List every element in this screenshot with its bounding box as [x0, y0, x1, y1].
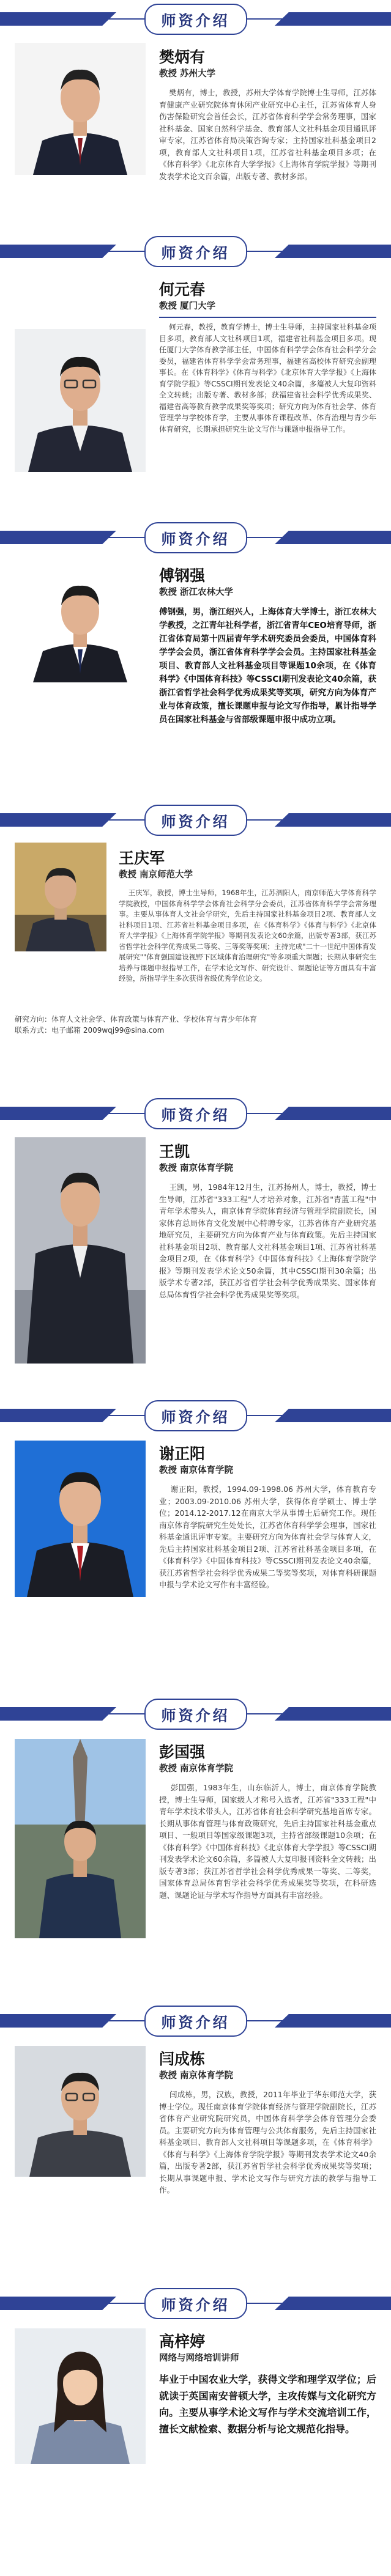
teacher-profile — [0, 1434, 391, 1695]
teacher-profile — [0, 2040, 391, 2284]
teacher-bio: 谢正阳，教授，1994.09-1998.06 苏州大学，体育教育专业；2003.09-2010.06 苏州大学，获得体育学硕士、博士学位；2014.12-2017.12在南京大学从事博士后研究工作。现任南京体育学院研究生处处长，江苏省体育科学学会理事，国家社科基金通讯评审专家。主要研究方向为体育社会学与体育人文，先后主持国家社科基金项目2项、江苏省社科基金项目多项，在《体育科学》《中国体育科技》等CSSCI期刊发表论文40余篇，获江苏省哲学社会科学优秀成果二等奖等奖项，对体育科研课题申报与学术论文写作有丰富经验。 — [159, 1485, 376, 1589]
teacher-header — [159, 1139, 376, 1178]
teacher-photo — [15, 1441, 146, 1597]
section-banner-title: 师资介绍 — [161, 243, 230, 262]
teacher-profile — [0, 270, 391, 519]
section-banner — [0, 2002, 391, 2040]
section-banner — [0, 1094, 391, 1132]
section-banner — [0, 0, 391, 38]
teacher-profile — [0, 556, 391, 801]
teacher-bio: 樊炳有，博士，教授，苏州大学体育学院博士生导师，江苏体育健康产业研究院体育休闲产业研究中心主任，江苏省体育人身伤害保险研究会首任会长，江苏省体育科学学会常务理事，国家社科基金、国家自然科学基金、教育部人文社科基金项目通讯评审专家，江苏省体育局决策咨询专家；主持国家社科基金项目2项，教育部人文社科项目1项，江苏省社科基金项目多项；在《体育科学》《北京体育大学学报》《上海体育学院学报》等期刊发表学术论文百余篇，出版专著、教材多部。 — [159, 88, 376, 181]
teacher-name: 高梓婷 — [159, 2333, 206, 2350]
teacher-header — [159, 563, 376, 602]
section-banner — [0, 801, 391, 839]
teacher-profile — [0, 1733, 391, 2002]
teacher-header — [159, 44, 376, 83]
teacher-bio: 王凯，男，1984年12月生，江苏扬州人，博士，教授，博士生导师，江苏省"333工程"人才培养对象，江苏省"青蓝工程"中青年学术带头人，南京体育学院体育经济与管理学院副院长，国家体育总局体育文化发展中心特聘专家，江苏省体育产业研究基地研究员，主要研究方向为体育产业与体育政策。先后主持国家社科基金项目2项、教育部人文社科基金项目1项、江苏省社科基金项目2项，在《体育科学》《中国体育科技》《上海体育学院学报》等期刊发表学术论文50余篇，其中CSSCI期刊30余篇；出版学术专著2部，获江苏省哲学社会科学优秀成果奖、国家体育总局体育哲学社会科学优秀成果奖等奖项。 — [159, 1183, 376, 1299]
teacher-title: 教授 南京体育学院 — [159, 1466, 234, 1475]
teacher-name: 王庆军 — [119, 849, 165, 867]
contact-line: 研究方向：体育人文社会学、体育政策与体育产业、学校体育与青少年体育 — [15, 1015, 258, 1024]
teacher-name: 闫成栋 — [159, 2050, 206, 2068]
teacher-title: 网络与网络培训讲师 — [159, 2353, 239, 2363]
teacher-photo — [15, 43, 146, 175]
teacher-name: 何元春 — [159, 281, 206, 298]
section-banner — [0, 232, 391, 270]
teacher-header — [159, 1441, 376, 1480]
section-banner — [0, 2284, 391, 2322]
contact-line: 联系方式：电子邮箱 2009wqj99@sina.com — [15, 1026, 165, 1035]
section-banner-title: 师资介绍 — [161, 1105, 230, 1124]
teacher-title: 教授 浙江农林大学 — [159, 588, 234, 597]
teacher-header — [159, 276, 376, 316]
teacher-profile — [0, 38, 391, 232]
teacher-name: 彭国强 — [159, 1743, 206, 1761]
section-banner-title: 师资介绍 — [161, 2295, 230, 2314]
section-banner — [0, 1695, 391, 1733]
teacher-header — [159, 2328, 376, 2367]
teacher-title: 教授 南京体育学院 — [159, 1764, 234, 1774]
teacher-profile — [0, 1132, 391, 1397]
teacher-name: 樊炳有 — [159, 48, 206, 66]
section-banner — [0, 1397, 391, 1434]
teacher-bio: 王庆军，教授，博士生导师，1968年生，江苏泗阳人，南京师范大学体育科学学院教授，中国体育科学学会体育社会科学分会委员，江苏省体育科学学会常务理事。主要从事体育人文社会学研究，先后主持国家社科基金项目2项、教育部人文社科项目1项、江苏省社科基金项目多项，在《体育科学》《体育与科学》《北京体育大学学报》《上海体育学院学报》等期刊发表论文60余篇，出版专著3部，获江苏省哲学社会科学优秀成果二等奖、三等奖等奖项；主持完成"二十一世纪中国体育发展研究""体育强国建设视野下区域体育治理研究"等多项重大课题；长期从事研究生培养与课题申报指导工作，在学术论文写作、研究设计、课题论证等方面具有丰富经验，所指导学生多次获得省级优秀学位论文。 — [119, 888, 377, 983]
teacher-photo — [15, 2328, 146, 2464]
section-banner — [0, 519, 391, 556]
teacher-bio: 毕业于中国农业大学，获得文学和理学双学位；后就读于英国南安普顿大学，主攻传媒与文化研究方向。主要从事学术论文写作与学术交流培训工作，擅长文献检索、数据分析与论文规范化指导。 — [159, 2374, 376, 2435]
teacher-header — [159, 1739, 376, 1778]
teacher-bio: 何元春，教授，教育学博士，博士生导师，主持国家社科基金项目多项，教育部人文社科项目1项，福建省社科基金项目多项。现任厦门大学体育教学部主任，中国体育科学学会体育社会科学分会委员，福建省体育科学学会常务理事，福建省高校体育研究会副理事长。在《体育科学》《体育与科学》《北京体育大学学报》《上海体育学院学报》等CSSCI期刊发表论文40余篇，多篇被人大复印资料全文转载；出版专著、教材多部；获福建省社会科学优秀成果奖、福建省高等教育教学成果奖等奖项；研究方向为体育社会学、体育管理学与学校体育学，主要从事体育课程改革、体育治理与青少年体育研究，长期承担研究生论文写作与课题申报指导工作。 — [159, 323, 376, 434]
teacher-title: 教授 厦门大学 — [159, 301, 216, 311]
divider — [159, 317, 376, 318]
teacher-header — [119, 845, 376, 884]
contact-info — [15, 1014, 376, 1036]
section-banner-title: 师资介绍 — [161, 1706, 230, 1724]
teacher-photo — [15, 843, 106, 951]
teacher-photo — [15, 2046, 146, 2177]
teacher-photo — [15, 1137, 146, 1364]
teacher-profile — [0, 2322, 391, 2475]
teacher-photo — [15, 1739, 146, 1938]
teacher-bio: 傅钢强，男，浙江绍兴人，上海体育大学博士，浙江农林大学教授，之江青年社科学者，浙江省青年CEO培育导师，浙江省体育局第十四届青年学术研究委员会委员，中国体育科学学会会员，浙江省体育科学学会会员。主持国家社科基金项目、教育部人文社科基金项目等课题10余项，在《体育科学》《中国体育科技》等CSSCI期刊发表论文40余篇，获浙江省哲学社会科学优秀成果奖等奖项，研究方向为体育产业与体育政策，擅长课题申报与论文写作指导，累计指导学员在国家社科基金与省部级课题申报中成功立项。 — [159, 607, 376, 725]
section-banner-title: 师资介绍 — [161, 530, 230, 548]
teacher-bio: 闫成栋，男，汉族，教授，2011年毕业于华东师范大学，获博士学位。现任南京体育学院体育经济与管理学院副院长，江苏省体育产业研究院研究员，中国体育科学学会体育管理分会委员。主要研究方向为体育管理与公共体育服务，先后主持国家社科基金项目、教育部人文社科项目等课题多项，在《体育科学》《体育与科学》《上海体育学院学报》等期刊发表学术论文40余篇，出版专著2部，获江苏省哲学社会科学优秀成果奖等奖项；长期从事课题申报、学术论文写作与研究方法的教学与指导工作。 — [159, 2090, 376, 2194]
section-banner-title: 师资介绍 — [161, 2013, 230, 2031]
teacher-title: 教授 南京师范大学 — [119, 870, 193, 880]
teacher-name: 王凯 — [159, 1143, 190, 1161]
teacher-photo — [15, 563, 146, 682]
teacher-title: 教授 南京体育学院 — [159, 1164, 234, 1173]
teacher-photo — [15, 329, 146, 472]
teacher-title: 教授 苏州大学 — [159, 69, 216, 79]
section-banner-title: 师资介绍 — [161, 812, 230, 830]
teacher-bio: 彭国强，1983年生，山东临沂人，博士，南京体育学院教授，博士生导师，国家级人才称号入选者，江苏省"333工程"中青年学术技术带头人，江苏省体育社会科学研究基地首席专家。长期从事体育管理与体育政策研究，先后主持国家社科基金重点项目、一般项目等国家级课题3项，主持省部级课题10余项；在《体育科学》《中国体育科技》《北京体育大学学报》等CSSCI期刊发表学术论文60余篇，多篇被人大复印报刊资料全文转载；出版专著3部；获江苏省哲学社会科学优秀成果一等奖、二等奖，国家体育总局体育哲学社会科学优秀成果奖等奖项，在科研选题、课题论证与学术写作指导方面具有丰富经验。 — [159, 1783, 376, 1900]
teacher-name: 傅钢强 — [159, 567, 206, 585]
teacher-name: 谢正阳 — [159, 1445, 206, 1463]
section-banner-title: 师资介绍 — [161, 1408, 230, 1426]
teacher-profile — [0, 839, 391, 1094]
section-banner-title: 师资介绍 — [161, 11, 230, 29]
teacher-header — [159, 2046, 376, 2085]
teacher-title: 教授 南京体育学院 — [159, 2071, 234, 2081]
